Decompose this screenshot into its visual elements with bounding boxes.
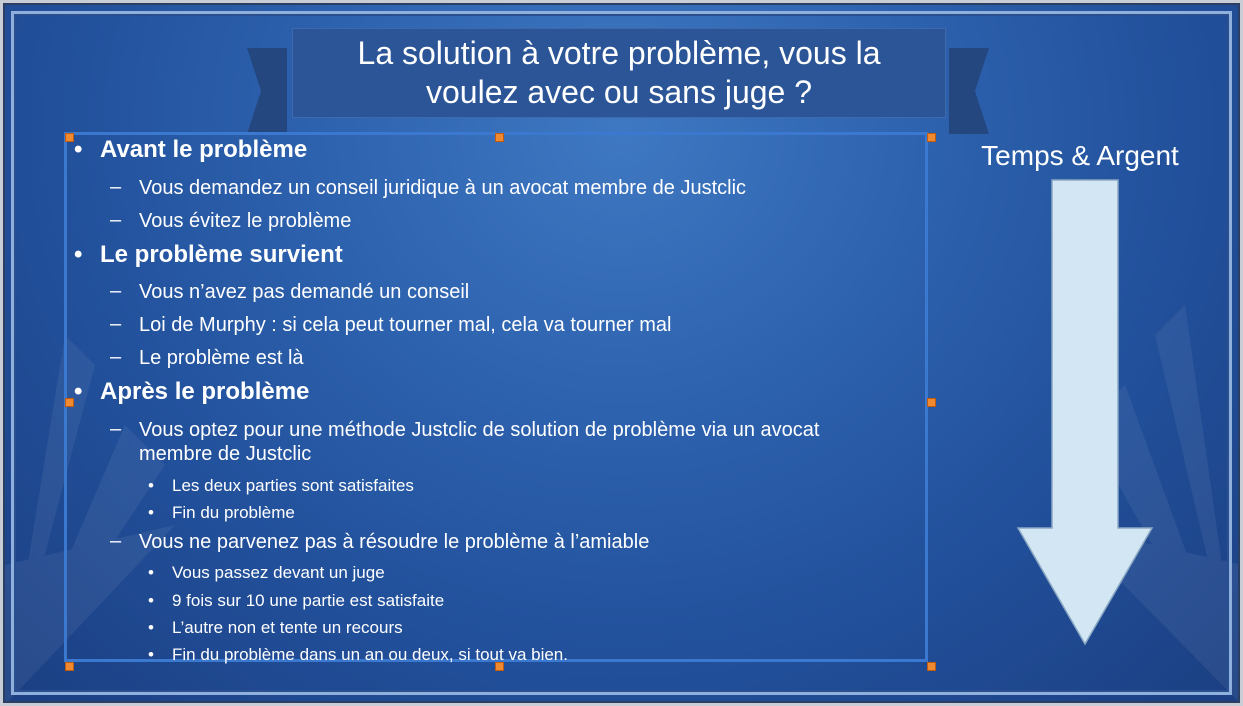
subitem-text: Fin du problème dans un an ou deux, si tout va bien. [172, 645, 568, 664]
subitem-text: 9 fois sur 10 une partie est satisfaite [172, 591, 445, 610]
resize-handle-top-center[interactable] [495, 133, 504, 142]
bullet-level2: – [110, 176, 122, 198]
bullet-level2: – [110, 209, 122, 231]
bullet-level3: • [148, 503, 154, 522]
subitem-text: Les deux parties sont satisfaites [172, 476, 414, 495]
bullet-level2: – [110, 418, 122, 440]
slide-title: La solution à votre problème, vous la voulez avec ou sans juge ? [357, 35, 881, 110]
resize-handle-top-right[interactable] [927, 133, 936, 142]
bullet-level3: • [148, 618, 154, 637]
resize-handle-middle-left[interactable] [65, 398, 74, 407]
subitem-text: Vous passez devant un juge [172, 563, 385, 582]
resize-handle-middle-right[interactable] [927, 398, 936, 407]
bullet-level2: – [110, 346, 122, 368]
side-label[interactable]: Temps & Argent [981, 140, 1179, 171]
title-box[interactable] [292, 28, 946, 118]
bullet-level3: • [148, 645, 154, 664]
subitem-text: Fin du problème [172, 503, 295, 522]
item-text-line1: Vous optez pour une méthode Justclic de solution de problème via un avocat [139, 419, 820, 441]
down-arrow-shape[interactable] [1014, 178, 1154, 648]
bullet-level2: – [110, 313, 122, 335]
arrow-body [1018, 180, 1152, 644]
subitem-text: L’autre non et tente un recours [172, 618, 403, 637]
item-text: Vous ne parvenez pas à résoudre le problème à l’amiable [139, 531, 650, 553]
item-text: Vous demandez un conseil juridique à un avocat membre de Justclic [139, 177, 747, 199]
section-heading: Après le problème [100, 378, 310, 405]
item-text: Vous évitez le problème [139, 210, 352, 232]
resize-handle-bottom-right[interactable] [927, 662, 936, 671]
bullet-level2: – [110, 280, 122, 302]
item-text-line2: membre de Justclic [139, 443, 312, 465]
bullet-level1: • [74, 136, 83, 163]
item-text: Le problème est là [139, 347, 304, 369]
item-text: Vous n’avez pas demandé un conseil [139, 281, 470, 303]
bullet-level2: – [110, 530, 122, 552]
bullet-level3: • [148, 591, 154, 610]
resize-handle-top-left[interactable] [65, 133, 74, 142]
bullet-level1: • [74, 241, 83, 268]
bullet-level3: • [148, 476, 154, 495]
section-heading: Avant le problème [100, 136, 308, 163]
resize-handle-bottom-left[interactable] [65, 662, 74, 671]
item-text: Loi de Murphy : si cela peut tourner mal, cela va tourner mal [139, 314, 672, 336]
bullet-level1: • [74, 378, 83, 405]
bullet-level3: • [148, 563, 154, 582]
section-heading: Le problème survient [100, 241, 343, 268]
